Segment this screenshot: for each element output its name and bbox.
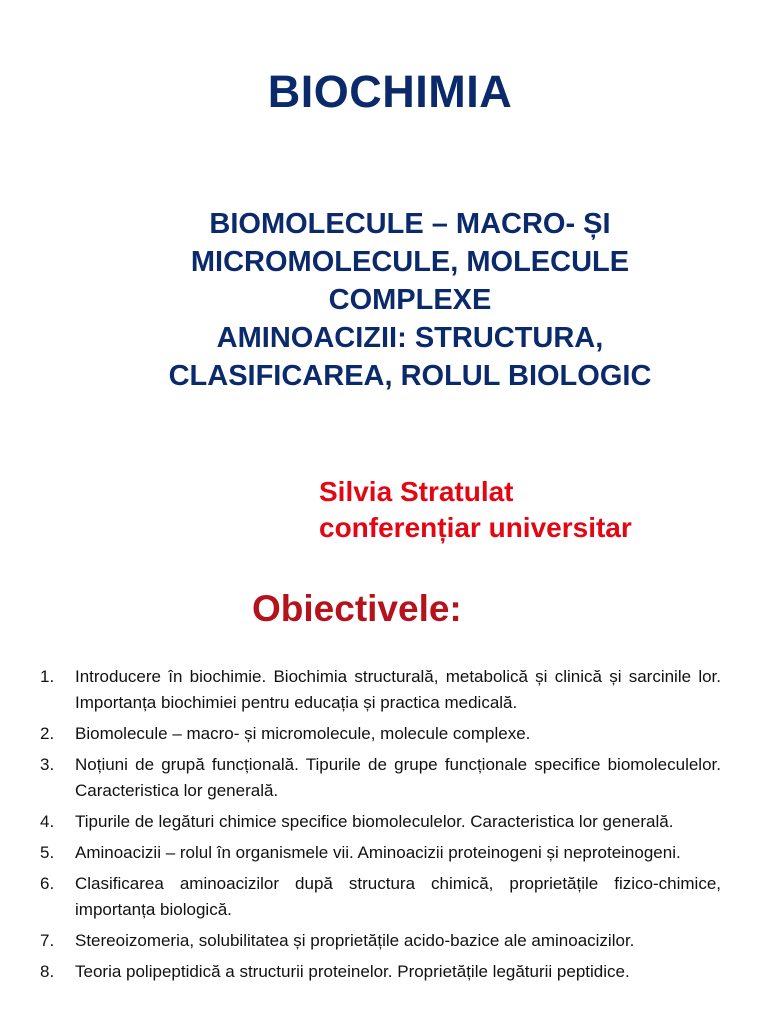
objective-number: 5.: [40, 843, 55, 862]
objective-number: 6.: [40, 874, 55, 893]
objective-number: 2.: [40, 724, 55, 743]
subtitle-line: CLASIFICAREA, ROLUL BIOLOGIC: [168, 360, 652, 392]
objective-item: [40, 809, 721, 835]
objective-number: 1.: [40, 667, 55, 686]
objective-item: [40, 959, 721, 985]
objective-item: [40, 840, 721, 866]
objective-text: Tipurile de legături chimice specifice biomoleculelor. Caracteristica lor generală.: [75, 812, 674, 831]
objective-number: 3.: [40, 755, 55, 774]
subtitle-line: AMINOACIZII: STRUCTURA,: [216, 322, 604, 354]
objective-number: 4.: [40, 812, 55, 831]
objective-text: Introducere în biochimie. Biochimia structurală, metabolică și clinică și sarcinile lor. Importanța biochimiei pentru educația și practica medicală.: [75, 667, 721, 712]
objective-text: Teoria polipeptidică a structurii proteinelor. Proprietățile legăturii peptidice.: [75, 962, 630, 981]
objective-item: [40, 664, 721, 716]
objective-text: Clasificarea aminoacizilor după structura chimică, proprietățile fizico-chimice, importanța biologică.: [75, 874, 721, 919]
author-block: [319, 474, 632, 546]
objective-item: [40, 871, 721, 923]
objectives-list: [40, 664, 721, 990]
objective-item: [40, 928, 721, 954]
subtitle-line: COMPLEXE: [328, 284, 492, 316]
author-name: Silvia Stratulat: [319, 476, 514, 507]
document-subtitle: [100, 205, 720, 395]
subtitle-line: MICROMOLECULE, MOLECULE: [190, 246, 630, 278]
objective-item: [40, 752, 721, 804]
author-position: conferențiar universitar: [319, 512, 632, 543]
objective-text: Noțiuni de grupă funcțională. Tipurile de grupe funcționale specifice biomoleculelor. Caracteristica lor generală.: [75, 755, 721, 800]
objectives-heading: Obiectivele:: [252, 588, 462, 629]
objective-item: [40, 721, 721, 747]
objective-number: 7.: [40, 931, 55, 950]
objective-text: Biomolecule – macro- și micromolecule, molecule complexe.: [75, 724, 531, 743]
objective-number: 8.: [40, 962, 55, 981]
objective-text: Stereoizomeria, solubilitatea și proprietățile acido-bazice ale aminoacizilor.: [75, 931, 635, 950]
document-title: BIOCHIMIA: [267, 66, 513, 117]
subtitle-line: BIOMOLECULE – MACRO- ȘI: [209, 208, 611, 240]
objective-text: Aminoacizii – rolul în organismele vii. Aminoacizii proteinogeni și neproteinogeni.: [75, 843, 681, 862]
